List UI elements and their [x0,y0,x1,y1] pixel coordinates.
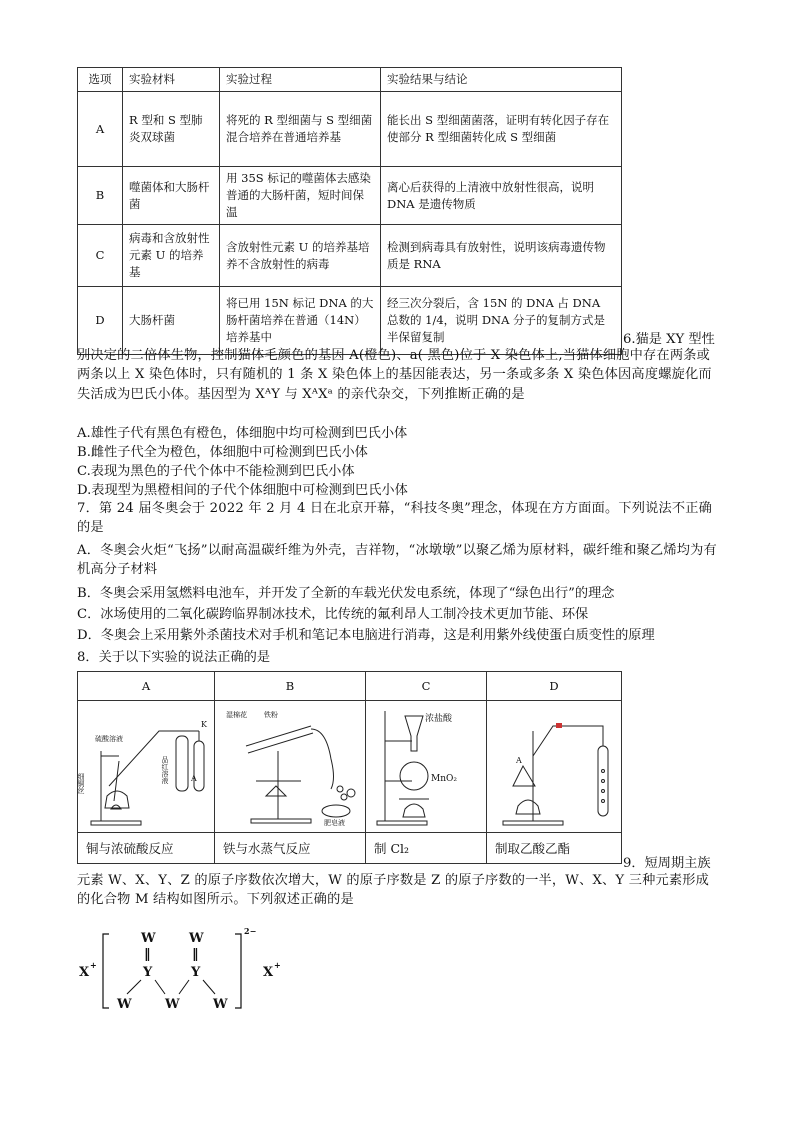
q5-table [77,67,622,355]
material-cell: 病毒和含放射性元素 U 的培养基 [123,225,220,287]
atom-y-left: Y [143,965,153,980]
cation-left: X [79,965,90,980]
label-copper-wire: 细铜丝 [77,773,85,794]
process-cell: 用 35S 标记的噬菌体去感染普通的大肠杆菌，短时间保温 [220,167,381,225]
double-bond-right: ‖ [192,947,199,962]
q7-option-a: A．冬奥会火炬“飞扬”以耐高温碳纤维为外壳，吉祥物，“冰墩墩”以聚乙烯为原材料，碳纤维和聚乙烯均为有机高分子材料 [77,543,717,578]
table-row [78,287,622,355]
process-cell: 将死的 R 型细菌与 S 型细菌混合培养在普通培养基 [220,92,381,167]
single-bonds [127,980,215,994]
result-cell: 经三次分裂后，含 15N 的 DNA 占 DNA 总数的 1/4，说明 DNA 分子的复制方式是半保留复制 [381,287,622,355]
atom-w-bottom-left: W [117,997,132,1012]
header-cell: 实验过程 [220,68,381,92]
option-cell: A [78,92,123,167]
process-cell: 将已用 15N 标记 DNA 的大肠杆菌培养在普通（14N）培养基中 [220,287,381,355]
label-mno2: MnO₂ [431,774,457,784]
q6-option-a: A.雄性子代有黑色有橙色，体细胞中均可检测到巴氏小体 [77,426,408,441]
caption-cell: 铜与浓硫酸反应 [78,833,215,864]
apparatus-c-drawing [367,701,485,829]
table-row [78,92,622,167]
result-cell: 能长出 S 型细菌菌落，证明有转化因子存在使部分 R 型细菌转化成 S 型细菌 [381,92,622,167]
anion-charge: 2− [244,926,257,936]
label-wet-cotton: 湿棉花 [226,711,247,719]
q6-stem: 别决定的二倍体生物，控制猫体毛颜色的基因 A(橙色)、a( 黑色)位于 X 染色体上,当猫体细胞中存在两条或两条以上 X 染色体时，只有随机的 1 条 X 染色体上的基因能表达，另一条或多条 X 染色体因高度螺旋化而失活成为巴氏小体。基因型为 XᴬY 与 XᴬXᵃ 的亲代杂交，下列推断正确的是 [77,348,712,402]
atom-w-top-left: W [141,931,156,946]
option-cell: D [78,287,123,355]
cation-left-charge: + [90,960,97,970]
material-cell: R 型和 S 型肺炎双球菌 [123,92,220,167]
label-magenta: 品红溶液 [161,756,169,784]
header-cell: 实验结果与结论 [381,68,622,92]
apparatus-a-drawing [79,701,213,829]
cation-right: X [263,965,274,980]
apparatus-c-cell [366,701,487,833]
cation-right-charge: + [274,960,281,970]
apparatus-b-drawing [216,701,364,829]
option-cell: B [78,167,123,225]
label-a: A [191,774,197,783]
caption-cell: 铁与水蒸气反应 [215,833,366,864]
q6-option-b: B.雌性子代全为橙色，体细胞中可检测到巴氏小体 [77,445,368,460]
table-row [78,167,622,225]
caption-row [78,833,622,864]
double-bond-left: ‖ [144,947,151,962]
process-cell: 含放射性元素 U 的培养基培养不含放射性的病毒 [220,225,381,287]
q8-apparatus-table [77,671,622,864]
compound-m-structure [77,926,307,1020]
label-k: K [201,720,207,729]
material-cell: 噬菌体和大肠杆菌 [123,167,220,225]
q6-option-c: C.表现为黑色的子代个体中不能检测到巴氏小体 [77,464,355,479]
material-cell: 大肠杆菌 [123,287,220,355]
header-cell: 实验材料 [123,68,220,92]
apparatus-a-cell [78,701,215,833]
atom-w-bottom-right: W [213,997,228,1012]
header-cell: A [78,672,215,701]
q6-option-d: D.表现型为黑橙相间的子代个体细胞中可检测到巴氏小体 [77,483,408,498]
result-cell: 检测到病毒具有放射性，说明该病毒遗传物质是 RNA [381,225,622,287]
caption-cell: 制取乙酸乙酯 [487,833,622,864]
label-a: A [516,756,522,765]
q9-stem-start: 9．短周期主族 [623,856,711,871]
table-header-row [78,672,622,701]
table-header-row [78,68,622,92]
q9-stem: 元素 W、X、Y、Z 的原子序数依次增大，W 的原子序数是 Z 的原子序数的一半，W、X、Y 三种元素形成的化合物 M 结构如图所示。下列叙述正确的是 [77,873,710,908]
header-cell: 选项 [78,68,123,92]
apparatus-row [78,701,622,833]
q7-option-b: B．冬奥会采用氢燃料电池车，并开发了全新的车载光伏发电系统，体现了“绿色出行”的理念 [77,586,615,601]
label-sulfuric: 硫酸溶液 [95,735,123,743]
apparatus-d-cell [487,701,622,833]
atom-w-bottom-middle: W [165,997,180,1012]
q7-stem: 7．第 24 届冬奥会于 2022 年 2 月 4 日在北京开幕，“科技冬奥”理念，体现在方方面面。下列说法不正确的是 [77,501,713,536]
q8-stem: 8．关于以下实验的说法正确的是 [77,650,271,665]
header-cell: C [366,672,487,701]
table-row [78,225,622,287]
label-soap: 肥皂液 [324,819,345,827]
q7-option-d: D．冬奥会上采用紫外杀菌技术对手机和笔记本电脑进行消毒，这是利用紫外线使蛋白质变性的原理 [77,628,655,643]
q7-option-c: C．冰场使用的二氧化碳跨临界制冰技术，比传统的氟利昂人工制冷技术更加节能、环保 [77,607,589,622]
option-cell: C [78,225,123,287]
atom-y-right: Y [191,965,201,980]
label-conc-hcl: 浓盐酸 [425,714,453,724]
result-cell: 离心后获得的上清液中放射性很高，说明 DNA 是遗传物质 [381,167,622,225]
q6-stem-start: 6.猫是 XY 型性 [623,332,715,347]
caption-cell: 制 Cl₂ [366,833,487,864]
apparatus-d-drawing [488,701,620,829]
header-cell: D [487,672,622,701]
label-iron-powder: 铁粉 [264,711,278,719]
apparatus-b-cell [215,701,366,833]
header-cell: B [215,672,366,701]
atom-w-top-right: W [189,931,204,946]
